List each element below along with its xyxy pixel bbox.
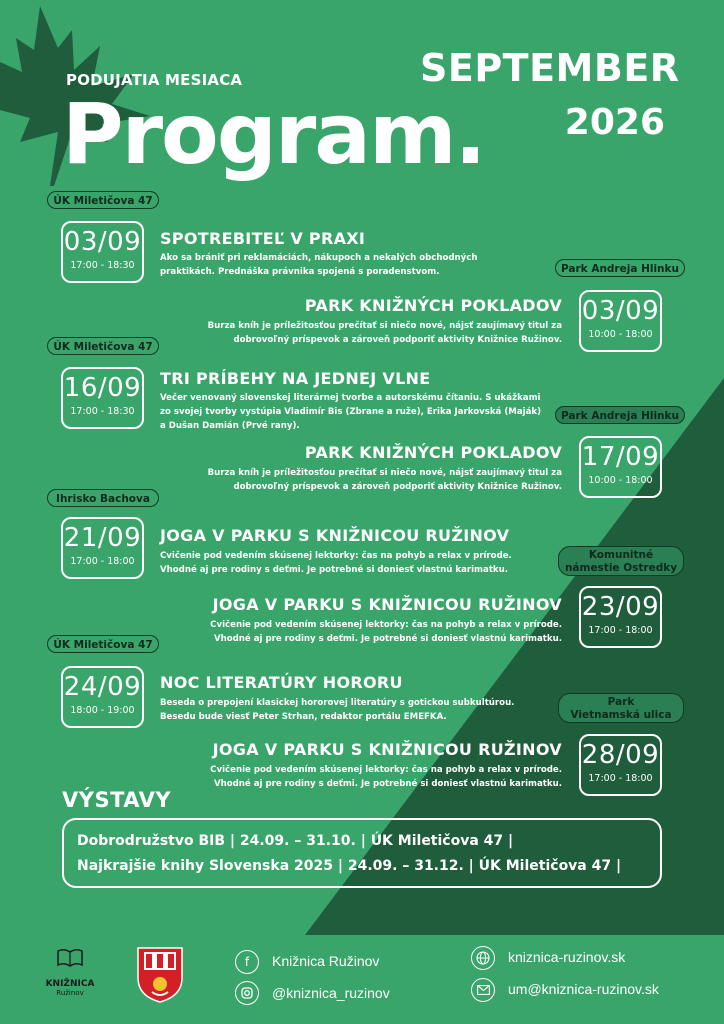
event-desc: Burza kníh je príležitosťou prečítať si niečo nové, nájsť zaujímavý titul za dobrovoľný príspevok a zároveň podporiť aktivity Knižnice Ružinov. [207, 468, 562, 492]
event-location: Park Andreja Hlinku [555, 259, 685, 277]
event-desc: Beseda o prepojení klasickej hororovej literatúry s gotickou subkultúrou. Besedu bude viesť Peter Strhan, redaktor portálu EMEFKA. [160, 698, 515, 722]
event-date-box [61, 666, 144, 728]
event-time: 17:00 - 18:00 [588, 773, 653, 784]
event-desc: Ako sa brániť pri reklamáciách, nákupoch a nekalých obchodných praktikách. Prednáška právnika spojená s poradenstvom. [160, 253, 478, 277]
event-location: Komunitné námestie Ostredky [558, 546, 684, 576]
facebook-link[interactable]: Knižnica Ružinov [272, 953, 380, 969]
exhibitions-heading: VÝSTAVY [62, 788, 172, 812]
event-date-box [61, 221, 144, 283]
event-date: 28/09 [581, 740, 660, 770]
event-location: ÚK Miletičova 47 [47, 191, 159, 209]
event-time: 17:00 - 18:30 [70, 260, 135, 271]
event-location: Park Vietnamská ulica [558, 693, 684, 723]
instagram-link[interactable]: @kniznica_ruzinov [272, 985, 390, 1001]
event-title: PARK KNIŽNÝCH POKLADOV [304, 296, 562, 315]
event-text [160, 526, 560, 577]
page-title: Program. [62, 85, 485, 183]
footer [0, 935, 724, 1024]
instagram-icon[interactable] [235, 981, 259, 1005]
event-date-box [579, 436, 662, 498]
event-date-box [579, 586, 662, 648]
event-title: PARK KNIŽNÝCH POKLADOV [304, 443, 562, 462]
event-title: SPOTREBITEĽ V PRAXI [160, 229, 366, 248]
event-date: 23/09 [581, 592, 660, 622]
exhibitions-box [62, 818, 662, 888]
event-time: 10:00 - 18:00 [588, 475, 653, 486]
event-title: JOGA V PARKU S KNIŽNICOU RUŽINOV [212, 740, 562, 759]
event-text [160, 595, 562, 646]
email-link[interactable]: um@kniznica-ruzinov.sk [508, 981, 659, 997]
event-text [160, 740, 562, 791]
event-desc: Večer venovaný slovenskej literárnej tvorbe a autorskému čítaniu. S ukážkami zo svojej tvorby vystúpia Vladimír Bis (Zbrane a ruže), Erika Jarkovská (Maják) a Dušan Damián (Prvé rany). [160, 393, 542, 431]
coat-of-arms-icon [136, 946, 184, 1004]
event-location: Ihrisko Bachova [47, 489, 159, 507]
logo-sub: Ružinov [56, 989, 84, 997]
event-location: Park Andreja Hlinku [555, 406, 685, 424]
event-location: ÚK Miletičova 47 [47, 337, 159, 355]
event-time: 17:00 - 18:00 [70, 556, 135, 567]
facebook-icon[interactable]: f [235, 950, 259, 974]
exhibition-line: Najkrajšie knihy Slovenska 2025 | 24.09. – 31.12. | ÚK Miletičova 47 | [77, 858, 622, 874]
event-desc: Burza kníh je príležitosťou prečítať si niečo nové, nájsť zaujímavý titul za dobrovoľný príspevok a zároveň podporiť aktivity Knižnice Ružinov. [207, 321, 562, 345]
event-text [160, 369, 560, 433]
globe-icon[interactable] [471, 946, 495, 970]
event-date-box [579, 290, 662, 352]
event-title: TRI PRÍBEHY NA JEDNEJ VLNE [160, 369, 431, 388]
event-text [160, 673, 560, 724]
event-date-box [61, 517, 144, 579]
event-desc: Cvičenie pod vedením skúsenej lektorky: čas na pohyb a relax v prírode. Vhodné aj pre rodiny s deťmi. Je potrebné si doniesť vlastnú karimatku. [210, 765, 562, 789]
event-desc: Cvičenie pod vedením skúsenej lektorky: čas na pohyb a relax v prírode. Vhodné aj pre rodiny s deťmi. Je potrebné si doniesť vlastnú karimatku. [160, 551, 512, 575]
event-date: 16/09 [63, 373, 142, 403]
logo-name: KNIŽNICA [45, 979, 95, 989]
event-time: 18:00 - 19:00 [70, 705, 135, 716]
event-location: ÚK Miletičova 47 [47, 635, 159, 653]
event-date-box [579, 734, 662, 796]
month-label: SEPTEMBER [420, 46, 680, 90]
event-date: 17/09 [581, 442, 660, 472]
library-logo [40, 947, 100, 997]
event-text [160, 229, 560, 279]
book-logo-icon [56, 947, 84, 969]
event-title: NOC LITERATÚRY HORORU [160, 673, 403, 692]
event-title: JOGA V PARKU S KNIŽNICOU RUŽINOV [160, 526, 510, 545]
event-date: 03/09 [63, 227, 142, 257]
event-time: 17:00 - 18:00 [588, 625, 653, 636]
year-label: 2026 [564, 102, 665, 143]
event-date: 21/09 [63, 523, 142, 553]
web-link[interactable]: kniznica-ruzinov.sk [508, 949, 626, 965]
event-date: 24/09 [63, 672, 142, 702]
event-title: JOGA V PARKU S KNIŽNICOU RUŽINOV [212, 595, 562, 614]
event-desc: Cvičenie pod vedením skúsenej lektorky: čas na pohyb a relax v prírode. Vhodné aj pre rodiny s deťmi. Je potrebné si doniesť vlastnú karimatku. [210, 620, 562, 644]
kicker: PODUJATIA MESIACA [66, 71, 243, 89]
event-text [160, 443, 562, 494]
event-date-box [61, 367, 144, 429]
event-time: 17:00 - 18:30 [70, 406, 135, 417]
event-date: 03/09 [581, 296, 660, 326]
event-text [160, 296, 562, 347]
mail-icon[interactable] [471, 978, 495, 1002]
exhibition-line: Dobrodružstvo BIB | 24.09. – 31.10. | ÚK Miletičova 47 | [77, 833, 514, 849]
event-time: 10:00 - 18:00 [588, 329, 653, 340]
